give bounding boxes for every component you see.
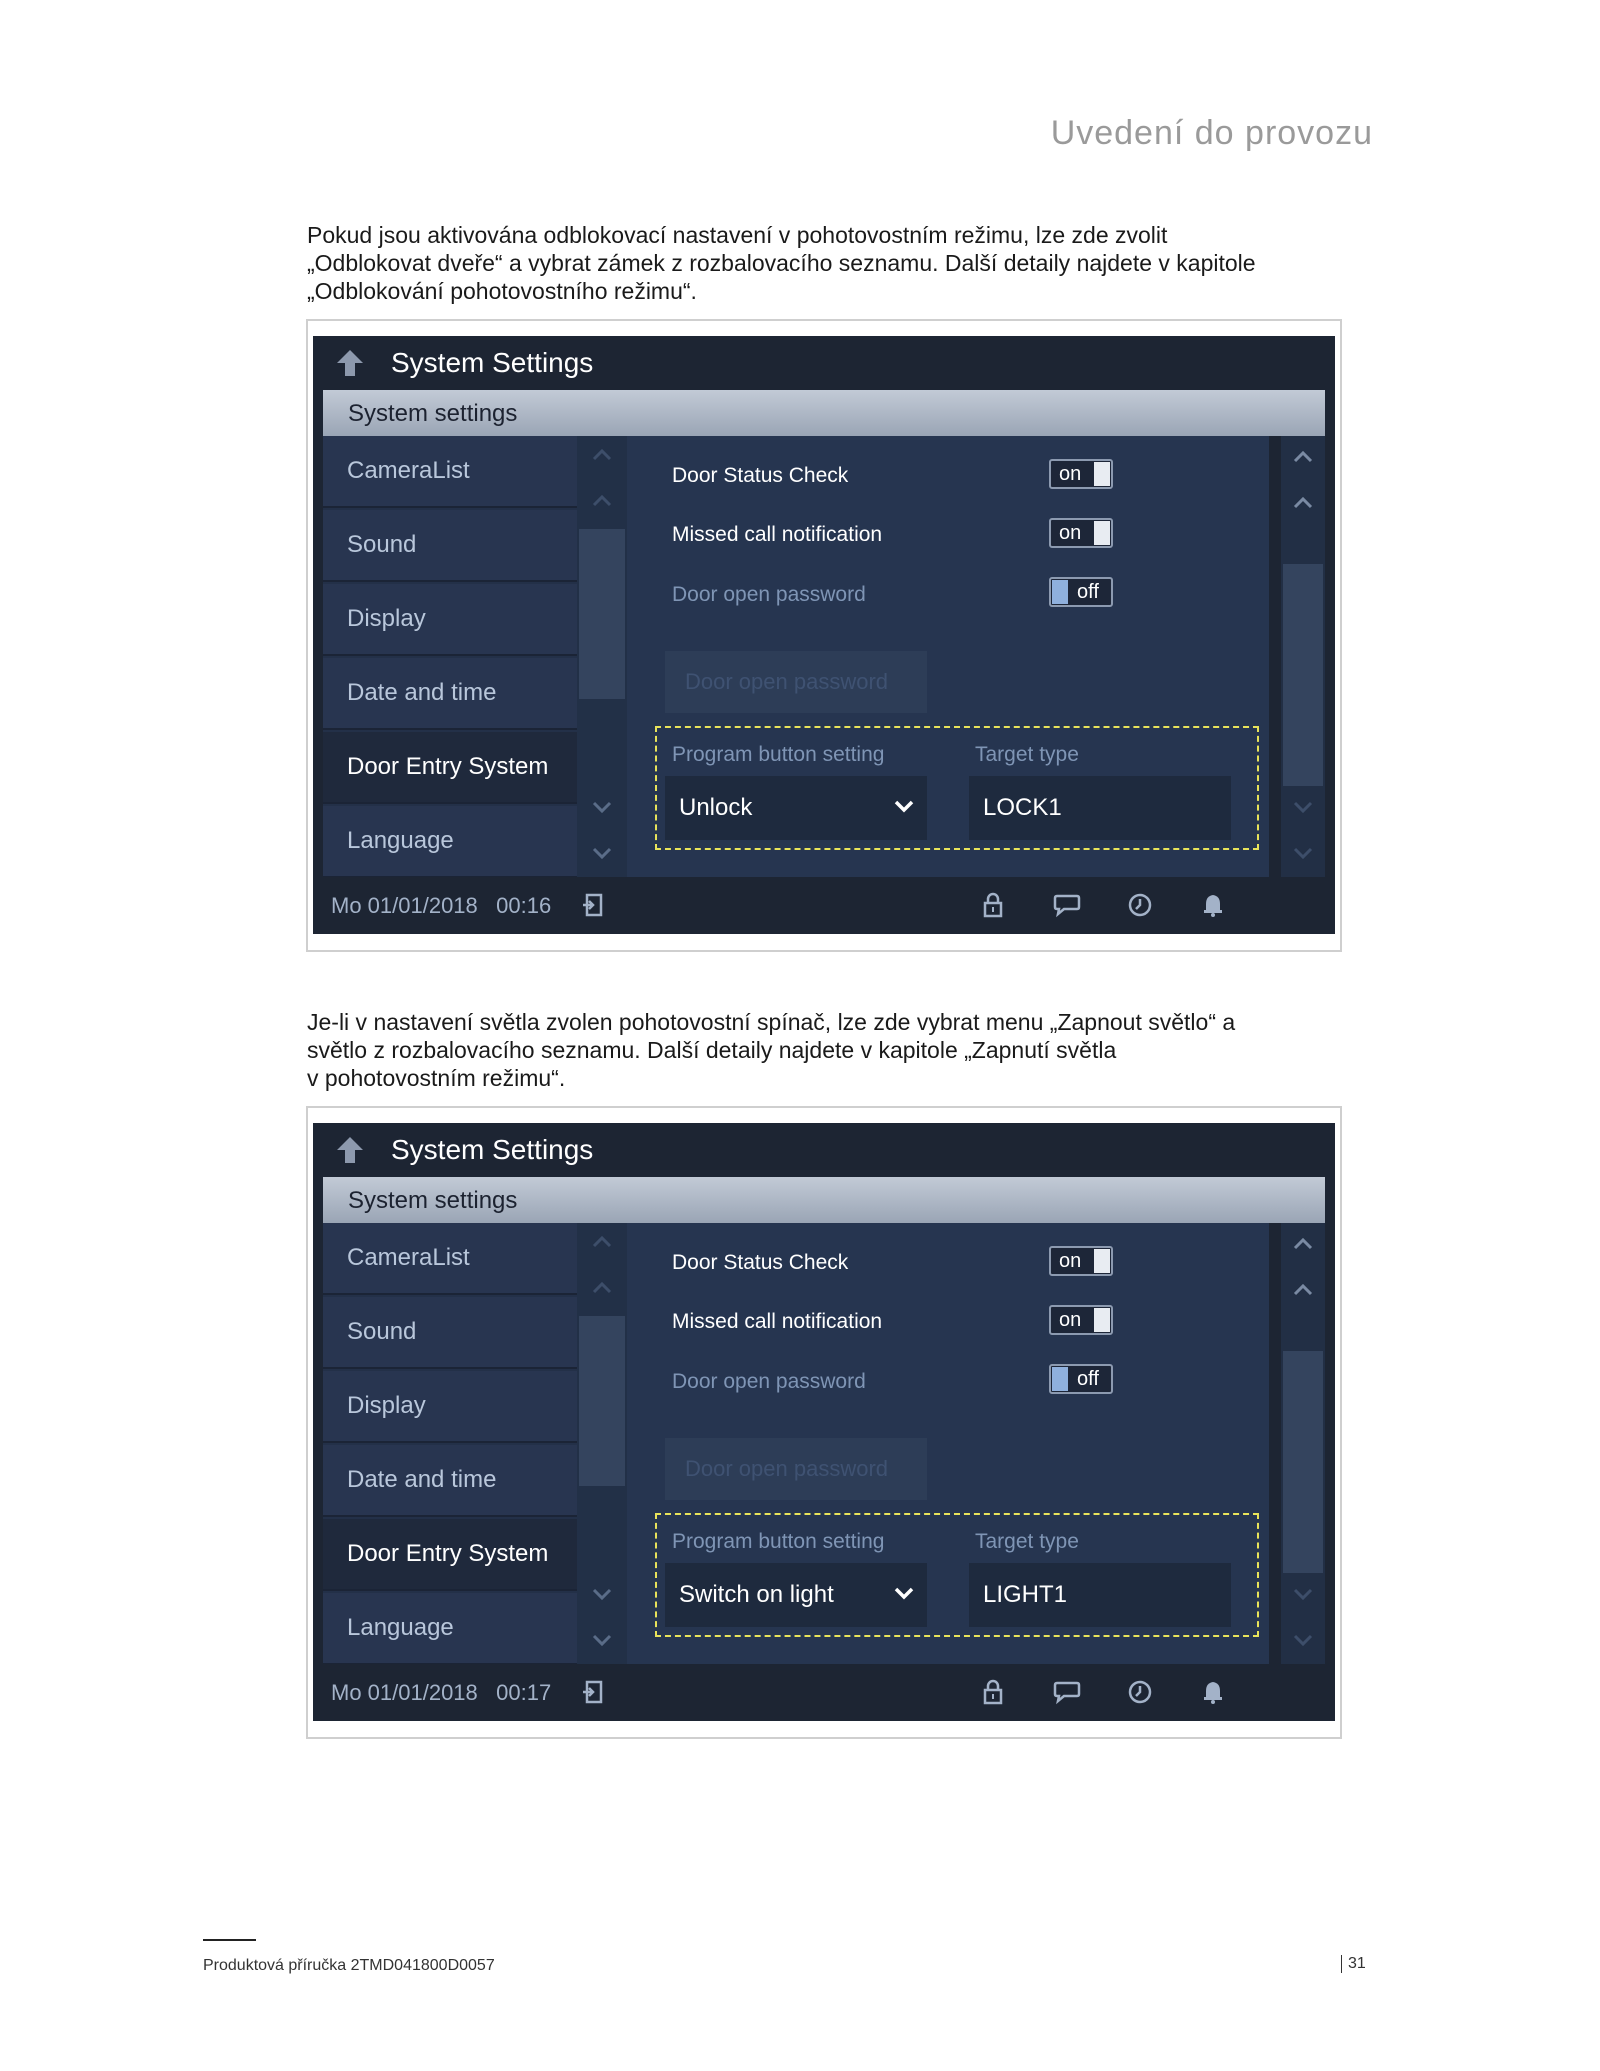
status-bar	[313, 1664, 1335, 1721]
status-datetime	[331, 893, 551, 919]
nav-item-label: Sound	[347, 1318, 417, 1345]
nav-item-sound[interactable]	[323, 1297, 577, 1369]
chevron-up-icon[interactable]	[1288, 492, 1318, 514]
history-icon[interactable]	[1127, 1679, 1153, 1705]
chevron-up-icon[interactable]	[587, 444, 617, 466]
chevron-down-icon[interactable]	[587, 1583, 617, 1605]
nav-item-label: Display	[347, 605, 426, 632]
title-bar	[313, 336, 1335, 390]
nav-item-label: Language	[347, 827, 454, 854]
screenshot-frame-unlock	[306, 319, 1342, 952]
nav-item-sound[interactable]	[323, 510, 577, 582]
paragraph-unlock	[307, 221, 1367, 305]
door-status-check-label: Door Status Check	[672, 464, 849, 487]
status-datetime	[331, 1680, 551, 1706]
chevron-up-icon[interactable]	[1288, 446, 1318, 468]
settings-nav	[323, 436, 577, 877]
system-settings-screen	[313, 336, 1335, 934]
target-value: LIGHT1	[983, 1581, 1068, 1608]
chevron-up-icon[interactable]	[1288, 1279, 1318, 1301]
nav-scroll-thumb[interactable]	[579, 529, 625, 699]
toggle-knob	[1094, 1249, 1110, 1273]
toggle-state: on	[1059, 1309, 1082, 1331]
content-scroll-thumb[interactable]	[1283, 1351, 1323, 1573]
nav-item-date-time[interactable]	[323, 1445, 577, 1517]
chevron-up-icon[interactable]	[587, 1231, 617, 1253]
nav-item-display[interactable]	[323, 584, 577, 656]
home-back-icon[interactable]	[335, 1135, 365, 1165]
nav-item-label: CameraList	[347, 1244, 470, 1271]
target-type-select[interactable]	[969, 1563, 1231, 1627]
section-header	[323, 390, 1325, 436]
nav-item-label: CameraList	[347, 457, 470, 484]
nav-item-door-entry[interactable]	[323, 1519, 577, 1591]
toggle-knob	[1094, 462, 1110, 486]
chevron-down-icon[interactable]	[1288, 796, 1318, 818]
program-button-label: Program button setting	[672, 1530, 885, 1553]
paragraph-line: Je-li v nastavení světla zvolen pohotovostní spínač, lze zde vybrat menu „Zapnout světlo“ a	[307, 1009, 1236, 1035]
toggle-knob	[1052, 1367, 1068, 1391]
bell-icon[interactable]	[1201, 1679, 1225, 1705]
history-icon[interactable]	[1127, 892, 1153, 918]
program-button-label: Program button setting	[672, 743, 885, 766]
nav-item-date-time[interactable]	[323, 658, 577, 730]
exit-door-icon[interactable]	[581, 1679, 605, 1705]
toggle-knob	[1094, 521, 1110, 545]
missed-call-label: Missed call notification	[672, 1310, 883, 1333]
toggle-state: on	[1059, 1250, 1082, 1272]
screen-title: System Settings	[391, 1134, 594, 1165]
footer-manual-title: Produktová příručka 2TMD041800D0057	[203, 1957, 495, 1974]
nav-scroll-thumb[interactable]	[579, 1316, 625, 1486]
paragraph-line: Pokud jsou aktivována odblokovací nastavení v pohotovostním režimu, lze zde zvolit	[307, 222, 1168, 248]
settings-nav	[323, 1223, 577, 1664]
toggle-state: on	[1059, 463, 1082, 485]
target-type-label: Target type	[975, 1530, 1079, 1553]
program-button-dropdown[interactable]	[665, 1563, 927, 1627]
home-back-icon[interactable]	[335, 348, 365, 378]
status-date: Mo 01/01/2018	[331, 1680, 478, 1705]
exit-door-icon[interactable]	[581, 892, 605, 918]
dropdown-value: Switch on light	[679, 1581, 834, 1608]
chevron-down-icon	[893, 1585, 915, 1601]
content-scroll-thumb[interactable]	[1283, 564, 1323, 786]
section-header	[323, 1177, 1325, 1223]
nav-item-label: Display	[347, 1392, 426, 1419]
door-open-password-label: Door open password	[672, 583, 866, 606]
door-open-password-label: Door open password	[672, 1370, 866, 1393]
nav-item-label: Date and time	[347, 679, 497, 706]
chevron-down-icon[interactable]	[587, 796, 617, 818]
door-open-password-toggle[interactable]	[1049, 577, 1113, 607]
status-time: 00:16	[496, 893, 552, 918]
toggle-state: off	[1077, 1368, 1099, 1390]
chevron-down-icon[interactable]	[587, 842, 617, 864]
target-type-select[interactable]	[969, 776, 1231, 840]
nav-item-display[interactable]	[323, 1371, 577, 1443]
dropdown-value: Unlock	[679, 794, 753, 821]
program-button-dropdown[interactable]	[665, 776, 927, 840]
chevron-up-icon[interactable]	[1288, 1233, 1318, 1255]
target-type-label: Target type	[975, 743, 1079, 766]
toggle-knob	[1052, 580, 1068, 604]
chevron-down-icon[interactable]	[1288, 1583, 1318, 1605]
chevron-up-icon[interactable]	[587, 1277, 617, 1299]
button-label: Door open password	[685, 669, 889, 694]
door-open-password-toggle[interactable]	[1049, 1364, 1113, 1394]
screenshot-frame-light	[306, 1106, 1342, 1739]
bell-icon[interactable]	[1201, 892, 1225, 918]
chevron-down-icon[interactable]	[1288, 842, 1318, 864]
section-title: System settings	[348, 400, 518, 427]
status-date: Mo 01/01/2018	[331, 893, 478, 918]
chevron-down-icon[interactable]	[1288, 1629, 1318, 1651]
button-label: Door open password	[685, 1456, 889, 1481]
door-status-check-toggle[interactable]	[1049, 459, 1113, 489]
chevron-down-icon[interactable]	[587, 1629, 617, 1651]
missed-call-toggle[interactable]	[1049, 518, 1113, 548]
nav-item-label: Door Entry System	[347, 1540, 549, 1567]
paragraph-line: „Odblokování pohotovostního režimu“.	[307, 278, 697, 304]
missed-call-toggle[interactable]	[1049, 1305, 1113, 1335]
target-value: LOCK1	[983, 794, 1062, 821]
missed-call-label: Missed call notification	[672, 523, 883, 546]
nav-item-language[interactable]	[323, 806, 577, 878]
nav-item-label: Date and time	[347, 1466, 497, 1493]
title-bar	[313, 1123, 1335, 1177]
nav-item-cameralist[interactable]	[323, 1223, 577, 1295]
section-title: System settings	[348, 1187, 518, 1214]
paragraph-line: světlo z rozbalovacího seznamu. Další detaily najdete v kapitole „Zapnutí světla	[307, 1037, 1117, 1063]
footer-rule	[203, 1939, 256, 1941]
message-icon[interactable]	[1053, 1679, 1081, 1705]
chapter-title: Uvedení do provozu	[1050, 114, 1373, 152]
lock-icon[interactable]	[981, 892, 1005, 918]
nav-item-label: Sound	[347, 531, 417, 558]
chevron-down-icon	[893, 798, 915, 814]
door-status-check-label: Door Status Check	[672, 1251, 849, 1274]
paragraph-line: v pohotovostním režimu“.	[307, 1065, 566, 1091]
system-settings-screen	[313, 1123, 1335, 1721]
toggle-knob	[1094, 1308, 1110, 1332]
paragraph-line: „Odblokovat dveře“ a vybrat zámek z rozbalovacího seznamu. Další detaily najdete v kapitole	[307, 250, 1256, 276]
lock-icon[interactable]	[981, 1679, 1005, 1705]
nav-item-door-entry[interactable]	[323, 732, 577, 804]
paragraph-light	[307, 1008, 1367, 1092]
message-icon[interactable]	[1053, 892, 1081, 918]
toggle-state: off	[1077, 581, 1099, 603]
nav-item-cameralist[interactable]	[323, 436, 577, 508]
door-status-check-toggle[interactable]	[1049, 1246, 1113, 1276]
door-open-password-button[interactable]	[665, 1438, 927, 1500]
nav-item-label: Language	[347, 1614, 454, 1641]
toggle-state: on	[1059, 522, 1082, 544]
nav-item-label: Door Entry System	[347, 753, 549, 780]
page-number: 31	[1341, 1955, 1366, 1973]
screen-title: System Settings	[391, 347, 594, 378]
chevron-up-icon[interactable]	[587, 490, 617, 512]
status-time: 00:17	[496, 1680, 552, 1705]
status-bar	[313, 877, 1335, 934]
nav-item-language[interactable]	[323, 1593, 577, 1665]
door-open-password-button[interactable]	[665, 651, 927, 713]
